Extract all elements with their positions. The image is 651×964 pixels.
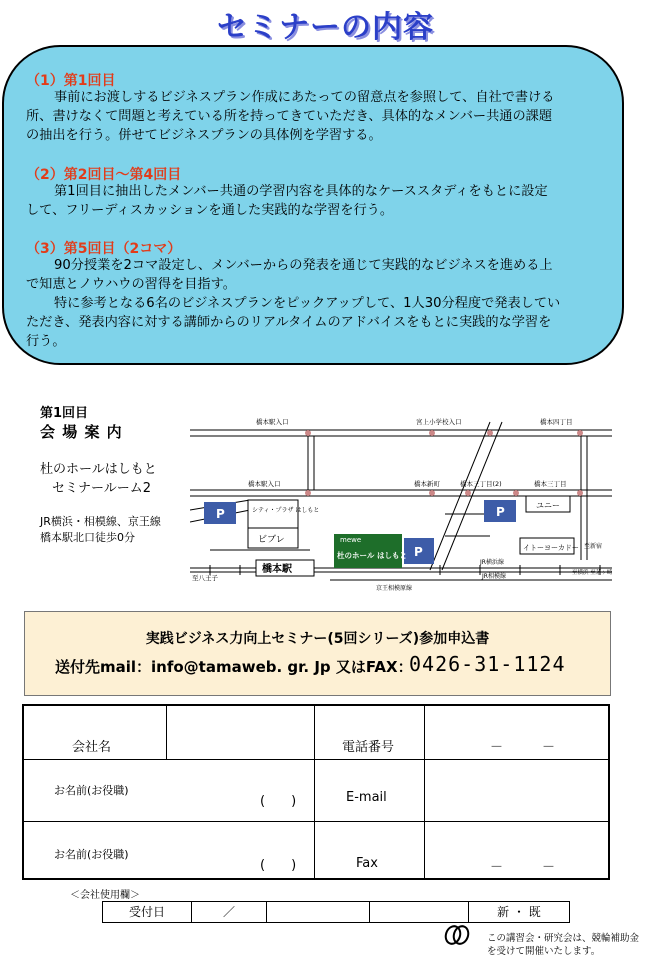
- parking-label-1: P: [216, 507, 225, 521]
- map-itoyokado: イトーヨーカドー: [523, 544, 579, 552]
- page-title: セミナーの内容: [217, 10, 434, 45]
- section-body-3: 90分授業を2コマ設定し、メンバーからの発表を通じて実践的なビジネスを進める上 で知恵とノウハウの習得を目指す。 特に参考となる6名のビジネスプランをピックアップして、1人30分程度で発表してい ただき、発表内容に対する講師からのリアルタイムのアドバイスをもとに実践的な学習を 行う。: [26, 258, 561, 349]
- map-label-ekiiriguchi2: 橋本駅入口: [248, 480, 281, 488]
- office-cell-3: [267, 902, 370, 922]
- venue-room: セミナールーム2: [52, 481, 152, 496]
- name-input-1[interactable]: ( ): [260, 794, 297, 809]
- section-heading-2: （2）第2回目～第4回目: [26, 167, 182, 183]
- received-label: 受付日: [103, 902, 192, 922]
- fax-label: Fax: [356, 856, 378, 871]
- office-use-table: [102, 901, 570, 923]
- name-label-2: お名前(お役職): [54, 848, 129, 861]
- map-label-jr-sagami: JR相模線: [482, 573, 506, 580]
- map-city-plaza: シティ・プラザ はしもと: [252, 507, 320, 514]
- venue-name: 杜のホールはしもと: [40, 462, 157, 477]
- map-label-sanchome: 橋本三丁目: [534, 480, 567, 488]
- map-label-keio: 京王相模原線: [376, 585, 413, 592]
- fax-input[interactable]: － －: [490, 860, 556, 875]
- section-body-2: 第1回目に抽出したメンバー共通の学習内容を具体的なケーススタディをもとに設定 して、フリーディスカッションを通した実践的な学習を行う。: [26, 184, 548, 218]
- map-label-hachioji: 至八王子: [192, 574, 218, 582]
- application-fax-number: 0426-31-1124: [409, 652, 566, 676]
- venue-session: 第1回目: [40, 406, 89, 421]
- map-label-jr-yokohama: JR横浜線: [480, 559, 504, 566]
- section-heading-3: （3）第5回目（2コマ）: [26, 241, 182, 257]
- map-label-ekiiriguchi: 橋本駅入口: [256, 418, 289, 426]
- map-station: 橋本駅: [262, 564, 292, 575]
- venue-map: [190, 410, 612, 600]
- application-header: [24, 611, 611, 696]
- company-label: 会社名: [72, 740, 112, 755]
- section-heading-1: （1）第1回目: [26, 73, 116, 89]
- company-input[interactable]: [167, 706, 314, 759]
- footnote: この講習会・研究会は、競輪補助金 を受けて開催いたします。: [487, 933, 640, 957]
- email-label: E-mail: [346, 790, 387, 805]
- phone-input[interactable]: － －: [490, 740, 556, 755]
- office-use-label: ＜会社使用欄＞: [70, 890, 140, 901]
- map-label-hashimoto4: 橋本四丁目: [540, 418, 573, 426]
- application-form: [22, 704, 610, 880]
- map-label-sanchome2: 橋本三丁目(2): [460, 480, 502, 488]
- application-send-to: 送付先mail：info@tamaweb. gr. Jp 又はFAX：: [55, 658, 413, 676]
- parking-label-2: P: [496, 505, 505, 519]
- venue-access-lines: JR横浜・相模線、京王線: [40, 515, 161, 528]
- email-input[interactable]: [425, 760, 608, 821]
- map-label-miyakami: 宮上小学校入口: [416, 418, 462, 426]
- venue-access-walk: 橋本駅北口徒歩0分: [40, 531, 135, 544]
- received-date: ／: [192, 902, 267, 922]
- venue-heading: 会 場 案 内: [40, 423, 123, 441]
- map-label-shinmachi: 橋本新町: [414, 480, 440, 488]
- application-title: 実践ビジネス力向上セミナー(5回シリーズ)参加申込書: [145, 631, 490, 647]
- section-body-1: 事前にお渡しするビジネスプラン作成にあたっての留意点を参照して、自社で書ける 所、書けなくて問題と考えている所を持ってきていただき、具体的なメンバー共通の課題 の抽出を行う。併せてビジネスプランの具体例を学習する。: [26, 90, 555, 143]
- map-unii: ユニー: [536, 501, 560, 510]
- map-label-yokohama: 至横浜 至茅ヶ崎: [572, 570, 612, 576]
- subsidy-logo: [444, 924, 470, 946]
- new-existing: 新 ・ 既: [497, 905, 541, 919]
- office-cell-4: [370, 902, 469, 922]
- parking-label-3: P: [414, 545, 423, 559]
- map-hall: 杜のホール はしもと: [337, 551, 407, 560]
- map-mewe: mewe: [340, 536, 362, 544]
- map-biburu: ビブレ: [258, 535, 285, 545]
- name-label-1: お名前(お役職): [54, 784, 129, 797]
- phone-label: 電話番号: [342, 740, 395, 755]
- name-input-2[interactable]: ( ): [260, 858, 297, 873]
- map-label-shinjuku: 至新宿: [584, 543, 603, 550]
